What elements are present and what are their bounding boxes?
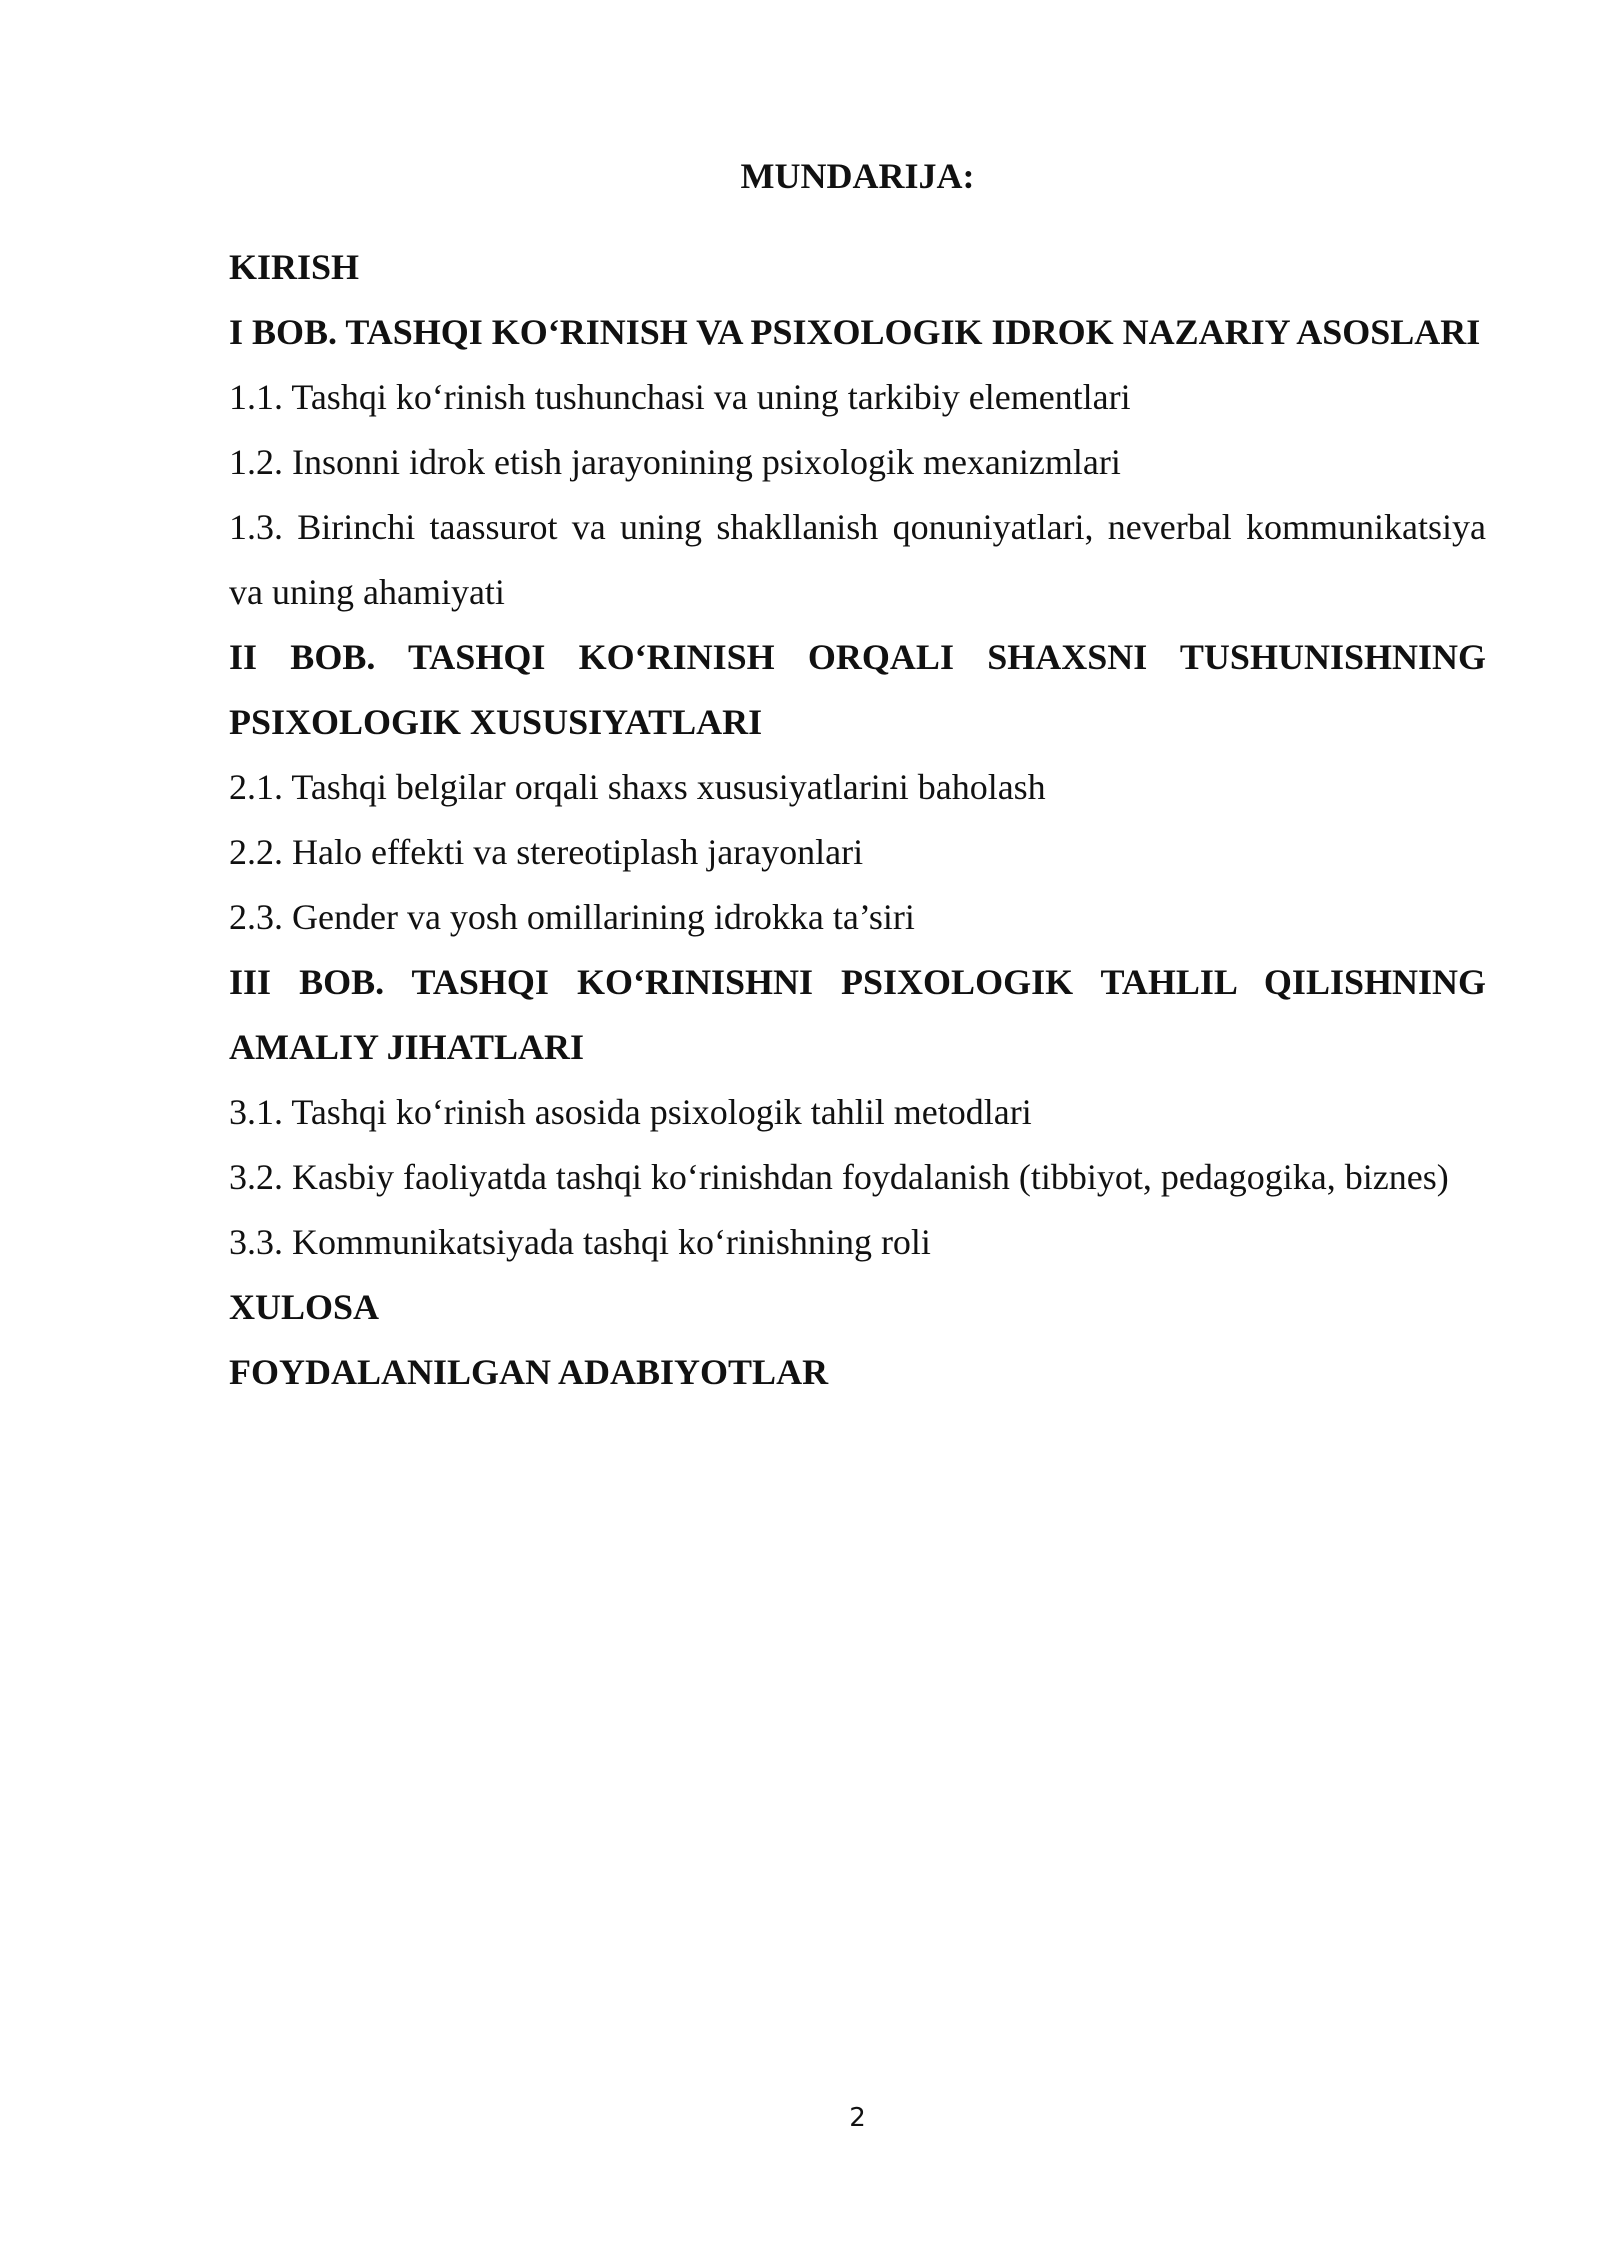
toc-section-2-2: 2.2. Halo effekti va stereotiplash jarayonlari (229, 832, 864, 872)
toc-section-1-3: 1.3. Birinchi taassurot va uning shakllanish qonuniyatlari, neverbal kommunikatsiya va uning ahamiyati (229, 507, 1486, 612)
toc-section-3-3: 3.3. Kommunikatsiyada tashqi ko‘rinishning roli (229, 1222, 931, 1262)
toc-chapter-1: I BOB. TASHQI KO‘RINISH VA PSIXOLOGIK IDROK NAZARIY ASOSLARI (229, 312, 1481, 352)
toc-entry-adabiyotlar: FOYDALANILGAN ADABIYOTLAR (229, 1352, 829, 1392)
toc-section-2-1: 2.1. Tashqi belgilar orqali shaxs xususiyatlarini baholash (229, 767, 1046, 807)
toc-entry-xulosa: XULOSA (229, 1287, 380, 1327)
table-of-contents (229, 235, 1486, 1405)
toc-section-2-3: 2.3. Gender va yosh omillarining idrokka ta’siri (229, 897, 915, 937)
page-number: 2 (849, 2103, 866, 2133)
toc-entry-kirish: KIRISH (229, 247, 360, 287)
toc-section-3-1: 3.1. Tashqi ko‘rinish asosida psixologik tahlil metodlari (229, 1092, 1032, 1132)
toc-section-1-1: 1.1. Tashqi ko‘rinish tushunchasi va uning tarkibiy elementlari (229, 377, 1131, 417)
toc-section-1-2: 1.2. Insonni idrok etish jarayonining psixologik mexanizmlari (229, 442, 1121, 482)
toc-section-3-2: 3.2. Kasbiy faoliyatda tashqi ko‘rinishdan foydalanish (tibbiyot, pedagogika, biznes) (229, 1157, 1449, 1197)
toc-chapter-3: III BOB. TASHQI KO‘RINISHNI PSIXOLOGIK TAHLIL QILISHNING AMALIY JIHATLARI (229, 962, 1486, 1067)
page-title: MUNDARIJA: (740, 156, 975, 196)
toc-chapter-2: II BOB. TASHQI KO‘RINISH ORQALI SHAXSNI TUSHUNISHNING PSIXOLOGIK XUSUSIYATLARI (229, 637, 1486, 742)
